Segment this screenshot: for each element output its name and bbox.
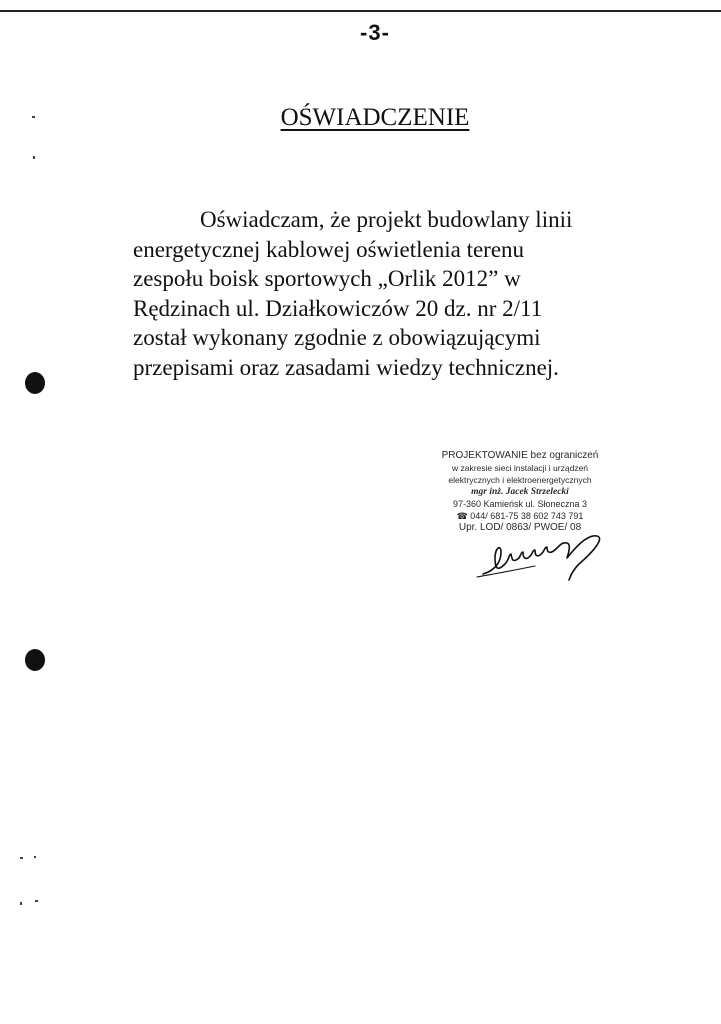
scan-speck — [20, 857, 23, 859]
handwritten-signature — [475, 530, 615, 585]
stamp-line-2: w zakresie sieci instalacji i urządzeń — [451, 463, 589, 473]
scan-speck — [20, 902, 22, 905]
stamp-line-4: mgr inż. Jacek Strzelecki — [471, 487, 569, 497]
stamp-line-1: PROJEKTOWANIE bez ograniczeń — [441, 450, 599, 461]
binder-hole-upper — [25, 372, 45, 394]
statement-paragraph — [133, 205, 653, 382]
page-number: -3- — [360, 20, 390, 45]
statement-line-1: Oświadczam, że projekt budowlany linii — [200, 207, 573, 232]
binder-hole-lower — [25, 649, 45, 671]
statement-line-4: Rędzinach ul. Działkowiczów 20 dz. nr 2/11 — [133, 295, 543, 321]
scan-speck — [35, 900, 38, 902]
statement-line-6: przepisami oraz zasadami wiedzy technicznej. — [133, 354, 559, 380]
statement-line-5: został wykonany zgodnie z obowiązującymi — [133, 325, 541, 350]
document-title: OŚWIADCZENIE — [280, 104, 470, 131]
stamp-line-6: ☎ 044/ 681-75 38 602 743 791 — [456, 511, 584, 521]
designer-stamp — [415, 450, 625, 534]
stamp-line-7: Upr. LOD/ 0863/ PWOE/ 08 — [458, 522, 582, 533]
statement-line-3: zespołu boisk sportowych „Orlik 2012” w — [133, 266, 521, 291]
scan-speck — [33, 156, 35, 159]
stamp-line-3: elektrycznych i elektroenergetycznych — [448, 475, 592, 485]
statement-line-2: energetycznej kablowej oświetlenia terenu — [133, 236, 525, 262]
scan-speck — [34, 856, 36, 858]
top-border-line — [0, 10, 721, 12]
scan-speck — [32, 116, 35, 118]
stamp-line-5: 97-360 Kamieńsk ul. Słoneczna 3 — [452, 499, 588, 509]
